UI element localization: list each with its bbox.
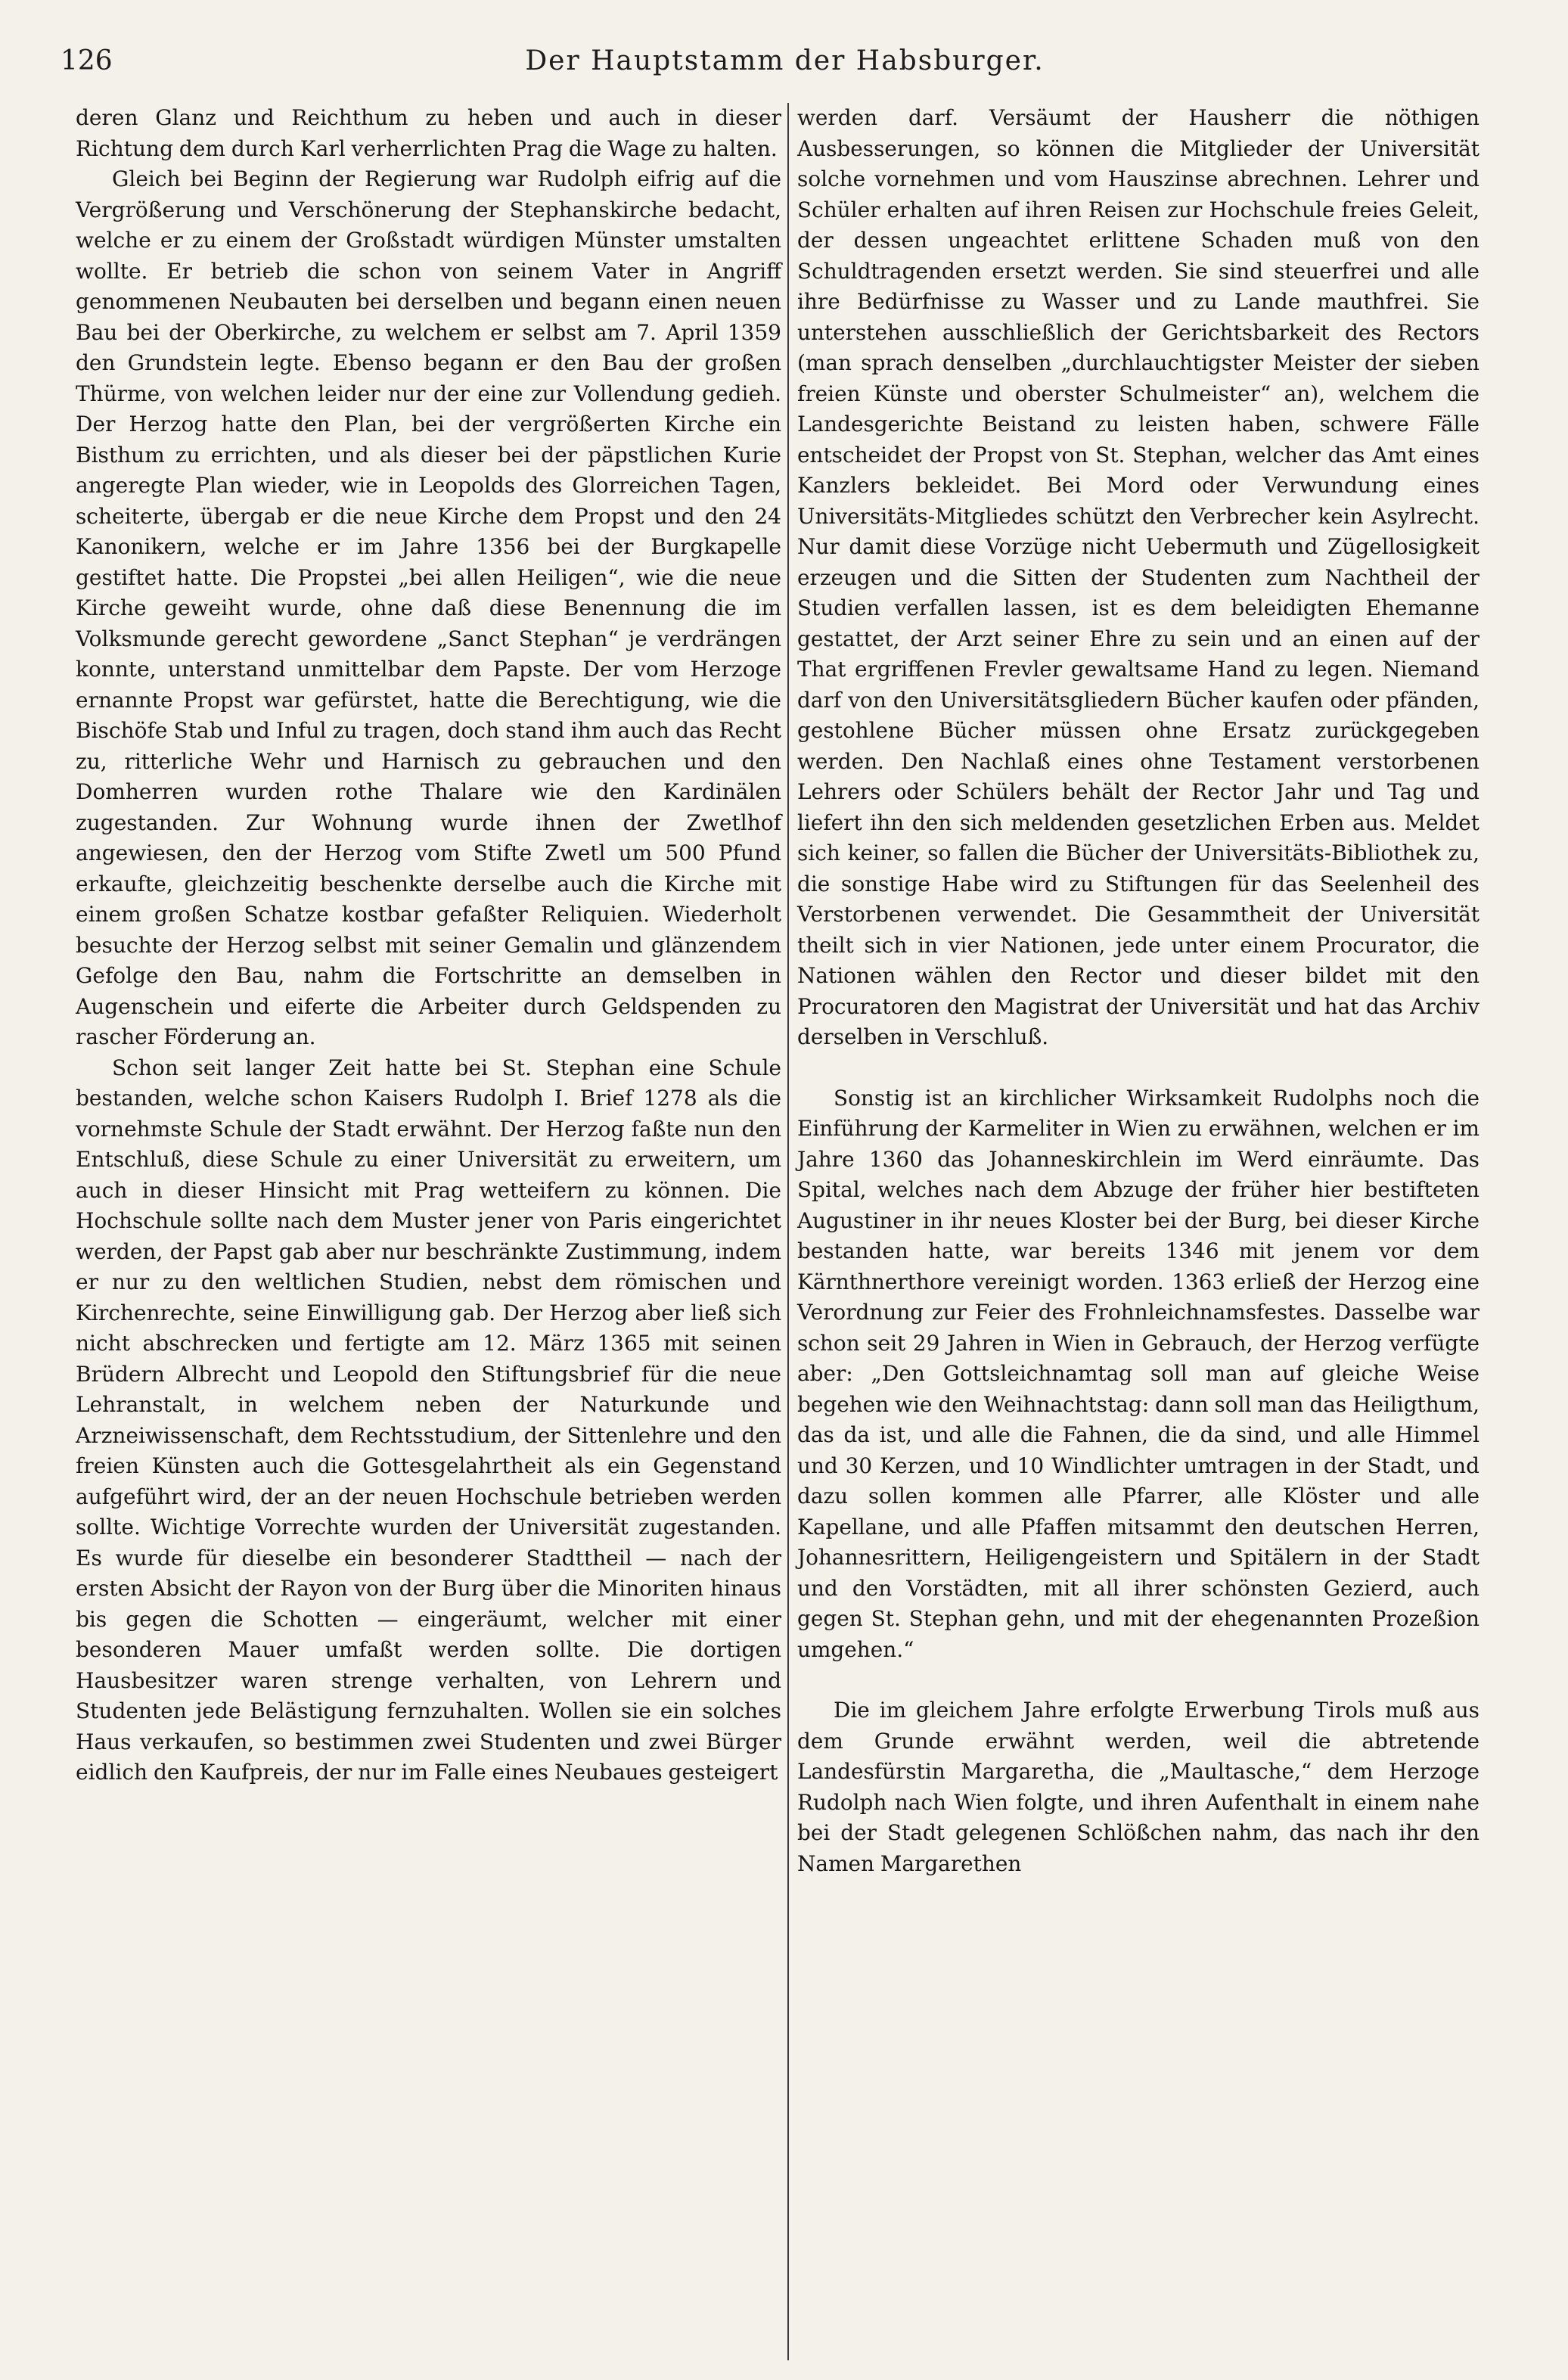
left-column bbox=[76, 103, 781, 1788]
right-paragraph-2: Sonstig ist an kirchlicher Wirksamkeit Rudolphs noch die Einführung der Karmeliter in Wien zu erwähnen, welchen er im Jahre 1360 das Johanneskirchlein im Werd einräumte. Das Spital, welches nach dem Abzuge der früher hier bestifteten Augustiner in ihr neues Kloster bei der Burg, bei dieser Kirche bestanden hatte, war bereits 1346 mit jenem vor dem Kärnthnerthore vereinigt worden. 1363 erließ der Herzog eine Verordnung zur Feier des Frohnleichnamsfestes. Dasselbe war schon seit 29 Jahren in Wien in Gebrauch, der Herzog verfügte aber: „Den Gottsleichnamtag soll man auf gleiche Weise begehen wie den Weihnachtstag: dann soll man das Heiligthum, das da ist, und alle die Fahnen, die da sind, und alle Himmel und 30 Kerzen, und 10 Windlichter umtragen in der Stadt, und dazu sollen kommen alle Pfarrer, alle Klöster und alle Kapellane, und alle Pfaffen mitsammt den deutschen Herren, Johannesrittern, Heiligengeistern und Spitälern in der Stadt und den Vorstädten, mit all ihrer schönsten Gezierd, auch gegen St. Stephan gehn, und mit der ehegenannten Prozeßion umgehen.“ bbox=[797, 1085, 1480, 1662]
left-paragraph-3: Schon seit langer Zeit hatte bei St. Stephan eine Schule bestanden, welche schon Kaisers Rudolph I. Brief 1278 als die vornehmste Schule der Stadt erwähnt. Der Herzog faßte nun den Entschluß, diese Schule zu einer Universität zu erweitern, um auch in dieser Hinsicht mit Prag wetteifern zu können. Die Hochschule sollte nach dem Muster jener von Paris eingerichtet werden, der Papst gab aber nur beschränkte Zustimmung, indem er nur zu den weltlichen Studien, nebst dem römischen und Kirchenrechte, seine Einwilligung gab. Der Herzog aber ließ sich nicht abschrecken und fertigte am 12. März 1365 mit seinen Brüdern Albrecht und Leopold den Stiftungsbrief für die neue Lehranstalt, in welchem neben der Naturkunde und Arzneiwissenschaft, dem Rechtsstudium, der Sittenlehre und den freien Künsten auch die Gottesgelahrtheit als ein Gegenstand aufgeführt wird, der an der neuen Hochschule betrieben werden sollte. Wichtige Vorrechte wurden der Universität zugestanden. Es wurde für dieselbe ein besonderer Stadttheil — nach der ersten Absicht der Rayon von der Burg über die Minoriten hinaus bis gegen die Schotten — eingeräumt, welcher mit einer besonderen Mauer umfaßt werden sollte. Die dortigen Hausbesitzer waren strenge verhalten, von Lehrern und Studenten jede Belästigung fernzuhalten. Wollen sie ein solches Haus verkaufen, so bestimmen zwei Studenten und zwei Bürger eidlich den Kaufpreis, der nur im Falle eines Neubaues gesteigert bbox=[76, 1055, 781, 1785]
left-paragraph-1: deren Glanz und Reichthum zu heben und auch in dieser Richtung dem durch Karl verherrlichten Prag die Wage zu halten. bbox=[76, 105, 781, 161]
page-header bbox=[61, 35, 1509, 80]
left-paragraph-2: Gleich bei Beginn der Regierung war Rudolph eifrig auf die Vergrößerung und Verschönerung der Stephanskirche bedacht, welche er zu einem der Großstadt würdigen Münster umstalten wollte. Er betrieb die schon von seinem Vater in Angriff genommenen Neubauten bei derselben und begann einen neuen Bau bei der Oberkirche, zu welchem er selbst am 7. April 1359 den Grundstein legte. Ebenso begann er den Bau der großen Thürme, von welchen leider nur der eine zur Vollendung gedieh. Der Herzog hatte den Plan, bei der vergrößerten Kirche ein Bisthum zu errichten, und als dieser bei der päpstlichen Kurie angeregte Plan wieder, wie in Leopolds des Glorreichen Tagen, scheiterte, übergab er die neue Kirche dem Propst und den 24 Kanonikern, welche er im Jahre 1356 bei der Burgkapelle gestiftet hatte. Die Propstei „bei allen Heiligen“, wie die neue Kirche geweiht wurde, ohne daß diese Benennung die im Volksmunde gerecht gewordene „Sanct Stephan“ je verdrängen konnte, unterstand unmittelbar dem Papste. Der vom Herzoge ernannte Propst war gefürstet, hatte die Berechtigung, wie die Bischöfe Stab und Inful zu tragen, doch stand ihm auch das Recht zu, ritterliche Wehr und Harnisch zu gebrauchen und den Domherren wurden rothe Thalare wie den Kardinälen zugestanden. Zur Wohnung wurde ihnen der Zwetlhof angewiesen, den der Herzog vom Stifte Zwetl um 500 Pfund erkaufte, gleichzeitig beschenkte derselbe auch die Kirche mit einem großen Schatze kostbar gefaßter Reliquien. Wiederholt besuchte der Herzog selbst mit seiner Gemalin und glänzendem Gefolge den Bau, nahm die Fortschritte an demselben in Augenschein und eiferte die Arbeiter durch Geldspenden zu rascher Förderung an. bbox=[76, 166, 781, 1049]
right-paragraph-1: werden darf. Versäumt der Hausherr die nöthigen Ausbesserungen, so können die Mitglieder der Universität solche vornehmen und vom Hauszinse abrechnen. Lehrer und Schüler erhalten auf ihren Reisen zur Hochschule freies Geleit, der dessen ungeachtet erlittene Schaden muß von den Schuldtragenden ersetzt werden. Sie sind steuerfrei und alle ihre Bedürfnisse zu Wasser und zu Lande mauthfrei. Sie unterstehen ausschließlich der Gerichtsbarkeit des Rectors (man sprach denselben „durchlauchtigster Meister der sieben freien Künste und oberster Schulmeister“ an), welchem die Landesgerichte Beistand zu leisten haben, schwere Fälle entscheidet der Propst von St. Stephan, welcher das Amt eines Kanzlers bekleidet. Bei Mord oder Verwundung eines Universitäts-Mitgliedes schützt den Verbrecher kein Asylrecht. Nur damit diese Vorzüge nicht Uebermuth und Zügellosigkeit erzeugen und die Sitten der Studenten zum Nachtheil der Studien verfallen lassen, ist es dem beleidigten Ehemanne gestattet, der Arzt seiner Ehre zu sein und an einen auf der That ergriffenen Frevler gewaltsame Hand zu legen. Niemand darf von den Universitätsgliedern Bücher kaufen oder pfänden, gestohlene Bücher müssen ohne Ersatz zurückgegeben werden. Den Nachlaß eines ohne Testament verstorbenen Lehrers oder Schülers behält der Rector Jahr und Tag und liefert ihn den sich meldenden gesetzlichen Erben aus. Meldet sich keiner, so fallen die Bücher der Universitäts-Bibliothek zu, die sonstige Habe wird zu Stiftungen für das Seelenheil des Verstorbenen verwendet. Die Gesammtheit der Universität theilt sich in vier Nationen, jede unter einem Procurator, die Nationen wählen den Rector und dieser bildet mit den Procuratoren den Magistrat der Universität und hat das Archiv derselben in Verschluß. bbox=[797, 105, 1480, 1049]
right-column bbox=[797, 103, 1480, 1879]
column-divider bbox=[787, 103, 789, 2360]
running-head: Der Hauptstamm der Habsburger. bbox=[525, 45, 1045, 76]
right-paragraph-3: Die im gleichem Jahre erfolgte Erwerbung Tirols muß aus dem Grunde erwähnt werden, weil die abtretende Landesfürstin Margaretha, die „Maultasche,“ dem Herzoge Rudolph nach Wien folgte, und ihren Aufenthalt in einem nahe bei der Stadt gelegenen Schlößchen nahm, das nach ihr den Namen Margarethen bbox=[797, 1698, 1480, 1876]
page-number: 126 bbox=[61, 45, 113, 76]
